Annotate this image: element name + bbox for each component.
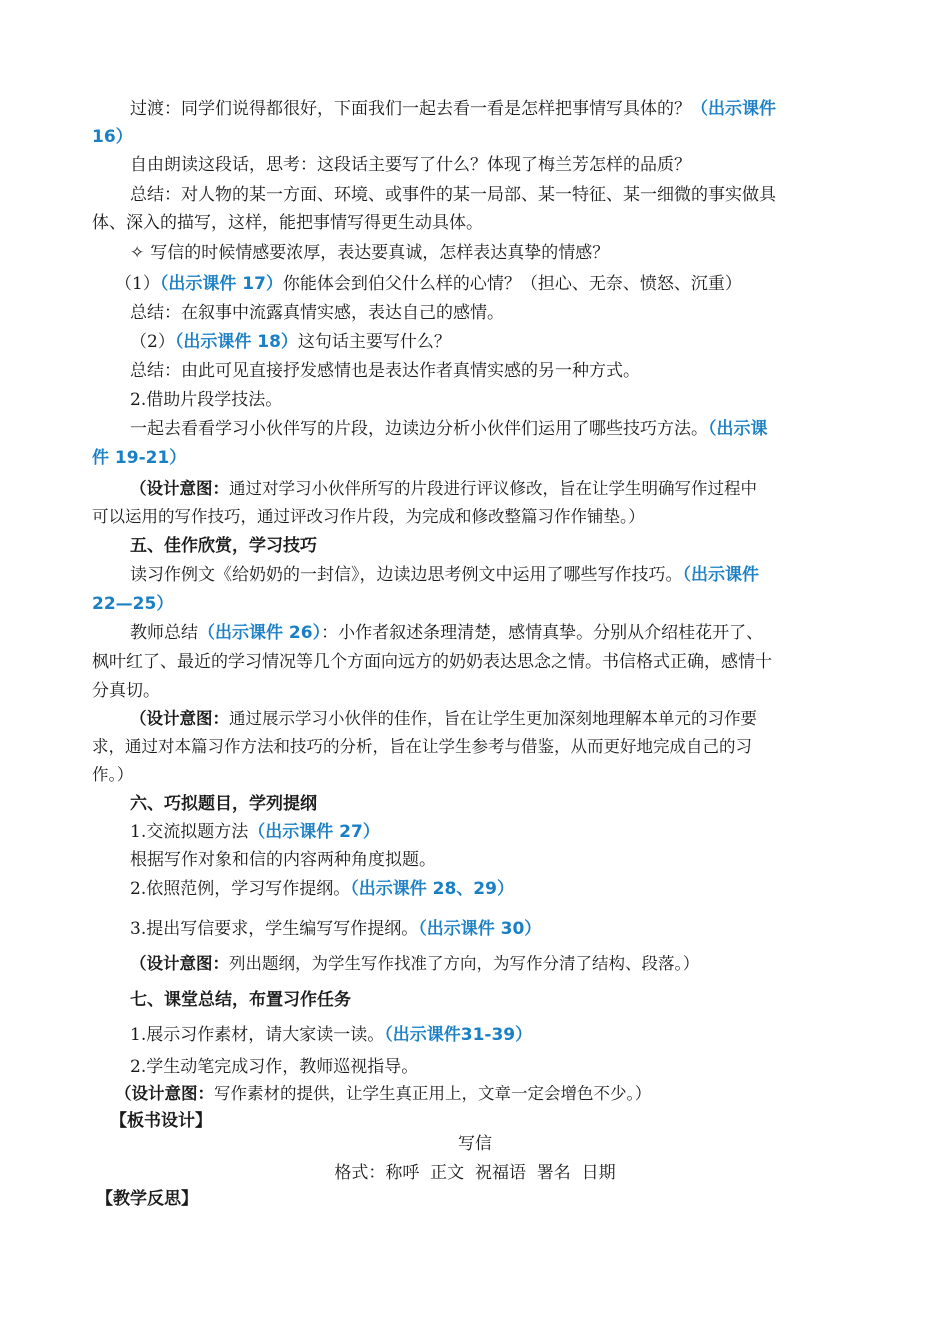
text: 1.展示习作素材，请大家读一读。 [130, 1025, 385, 1045]
courseware-ref: （出示课件31-39） [384, 1025, 533, 1045]
text: 枫叶红了、最近的学习情况等几个方面向远方的奶奶表达思念之情。书信格式正确，感情十 [92, 652, 772, 672]
section-heading-7: 七、课堂总结，布置习作任务 [130, 990, 351, 1010]
item-number: （2） [130, 332, 175, 352]
item-number: （1） [115, 274, 160, 294]
section-heading-5: 五、佳作欣赏，学习技巧 [130, 536, 317, 556]
courseware-ref: （出示课件 30） [418, 919, 542, 939]
design-intent-1 [130, 476, 862, 502]
text: 过渡：同学们说得都很好，下面我们一起去看一看是怎样把事情写具体的？ [130, 99, 691, 119]
paragraph-transition [130, 96, 862, 122]
board-format: 格式：称呼 正文 祝福语 署名 日期 [334, 1163, 616, 1183]
text: 列出题纲，为学生写作找准了方向，为写作分清了结构、段落。） [229, 954, 700, 973]
design-intent-label: （设计意图： [130, 954, 229, 973]
design-intent-label: （设计意图： [130, 479, 229, 498]
paragraph-teacher-summary [130, 620, 862, 646]
text: 一起去看看学习小伙伴写的片段，边读边分析小伙伴们运用了哪些技巧方法。 [130, 419, 708, 439]
step-1-material [130, 1022, 862, 1048]
bullet-emotion [130, 240, 862, 266]
courseware-ref: （出示课件 17） [159, 274, 283, 294]
design-intent-2 [130, 706, 862, 732]
text: 通过对学习小伙伴所写的片段进行评议修改，旨在让学生明确写作过程中 [229, 479, 757, 498]
text: 通过展示学习小伙伴的佳作，旨在让学生更加深刻地理解本单元的习作要 [229, 709, 757, 728]
paragraph-summary-3: 总结：由此可见直接抒发感情也是表达作者真情实感的另一种方式。 [130, 361, 640, 381]
courseware-ref: 22—25） [92, 594, 174, 614]
step-2-outline [130, 876, 862, 902]
board-design-heading: 【板书设计】 [110, 1111, 212, 1131]
text: 可以运用的写作技巧，通过评改习作片段，为完成和修改整篇习作作铺垫。） [92, 507, 645, 526]
diamond-bullet-icon: ✧ [130, 243, 145, 263]
text: 1.交流拟题方法 [130, 822, 249, 842]
design-intent-3 [130, 951, 862, 977]
courseware-ref: （出示课件 27） [248, 822, 380, 842]
board-title: 写信 [458, 1134, 492, 1154]
paragraph-read: 自由朗读这段话，思考：这段话主要写了什么？体现了梅兰芳怎样的品质？ [130, 155, 691, 175]
text: 分真切。 [92, 681, 160, 701]
courseware-ref: （出示课件 [682, 565, 759, 585]
paragraph-titling: 根据写作对象和信的内容两种角度拟题。 [130, 850, 436, 870]
text: 求，通过对本篇习作方法和技巧的分析，旨在让学生参考与借鉴，从而更好地完成自己的习 [92, 737, 752, 756]
step-2-writing: 2.学生动笔完成习作，教师巡视指导。 [130, 1057, 419, 1077]
paragraph-summary-1: 总结：对人物的某一方面、环境、或事件的某一局部、某一特征、某一细微的事实做具 [130, 185, 776, 205]
courseware-ref: （出示课件 18） [174, 332, 298, 352]
section-heading-6: 六、巧拟题目，学列提纲 [130, 794, 317, 814]
text: 读习作例文《给奶奶的一封信》，边读边思考例文中运用了哪些写作技巧。 [130, 565, 683, 585]
courseware-ref: （出示课 [708, 419, 768, 439]
item-1 [115, 271, 885, 297]
step-3 [130, 916, 862, 942]
text: 体、深入的描写，这样，能把事情写得更生动具体。 [92, 213, 483, 233]
text: 写信的时候情感要浓厚，表达要真诚，怎样表达真挚的情感？ [150, 243, 610, 263]
courseware-ref: 件 19-21） [92, 448, 187, 468]
courseware-ref: 16） [92, 127, 133, 147]
courseware-ref: （出示课件 26） [198, 623, 322, 643]
design-intent-4 [115, 1081, 885, 1107]
text: 写作素材的提供，让学生真正用上，文章一定会增色不少。） [214, 1084, 652, 1103]
text: 这句话主要写什么？ [297, 332, 451, 352]
courseware-ref: （出示课件 28、29） [350, 879, 514, 899]
step-1 [130, 819, 862, 845]
paragraph-example [130, 562, 862, 588]
text: 你能体会到伯父什么样的心情？（担心、无奈、愤怒、沉重） [282, 274, 742, 294]
design-intent-label: （设计意图： [115, 1084, 214, 1103]
reflection-heading: 【教学反思】 [96, 1189, 198, 1209]
text: 教师总结 [130, 623, 198, 643]
courseware-ref: （出示课件 [691, 99, 776, 119]
text: ：小作者叙述条理清楚，感情真挚。分别从介绍桂花开了、 [321, 623, 764, 643]
step-2: 2.借助片段学技法。 [130, 390, 283, 410]
text: 3.提出写信要求，学生编写写作提纲。 [130, 919, 419, 939]
text: 2.依照范例，学习写作提纲。 [130, 879, 351, 899]
paragraph-summary-2: 总结：在叙事中流露真情实感，表达自己的感情。 [130, 303, 504, 323]
paragraph-fragment [130, 416, 862, 442]
design-intent-label: （设计意图： [130, 709, 229, 728]
text: 作。） [92, 765, 134, 784]
item-2 [130, 329, 862, 355]
